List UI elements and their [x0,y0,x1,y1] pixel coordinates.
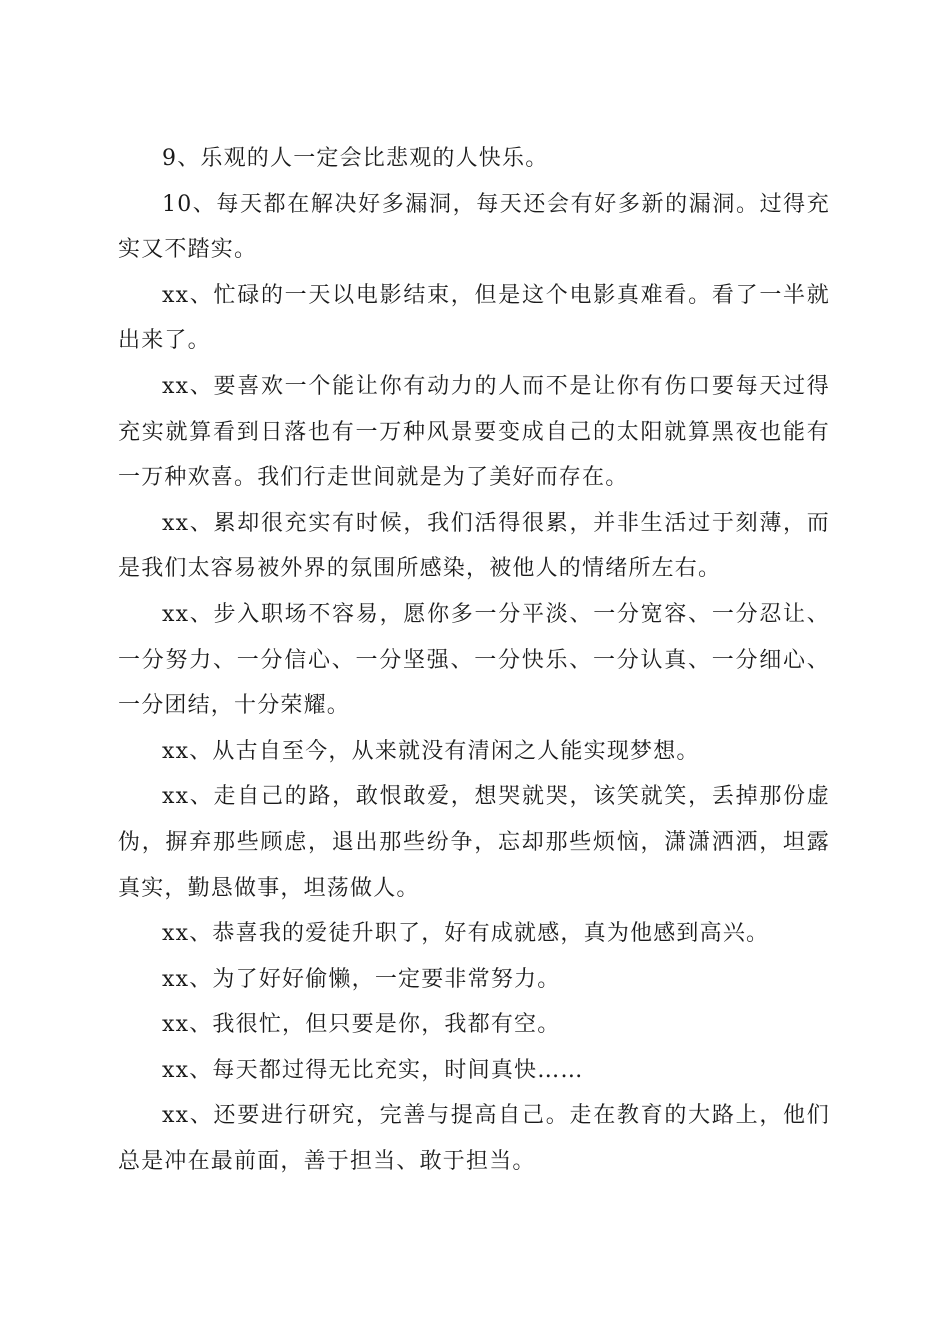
paragraph-5: xx、累却很充实有时候，我们活得很累，并非生活过于刻薄，而是我们太容易被外界的氛围所感染，被他人的情绪所左右。 [118,510,830,582]
paragraph-6: xx、步入职场不容易，愿你多一分平淡、一分宽容、一分忍让、一分努力、一分信心、一分坚强、一分快乐、一分认真、一分细心、一分团结，十分荣耀。 [118,601,830,719]
paragraph-4: xx、要喜欢一个能让你有动力的人而不是让你有伤口要每天过得充实就算看到日落也有一万种风景要变成自己的太阳就算黑夜也能有一万种欢喜。我们行走世间就是为了美好而存在。 [118,373,830,491]
paragraph-3: xx、忙碌的一天以电影结束，但是这个电影真难看。看了一半就出来了。 [118,282,830,354]
paragraph-11: xx、我很忙，但只要是你，我都有空。 [162,1012,561,1038]
paragraph-9: xx、恭喜我的爱徒升职了，好有成就感，真为他感到高兴。 [162,921,770,947]
paragraph-2: 10、每天都在解决好多漏洞，每天还会有好多新的漏洞。过得充实又不踏实。 [118,191,830,263]
paragraph-13: xx、还要进行研究，完善与提高自己。走在教育的大路上，他们总是冲在最前面，善于担当、敢于担当。 [118,1103,830,1175]
document-body [118,136,830,1185]
paragraph-7: xx、从古自至今，从来就没有清闲之人能实现梦想。 [162,738,700,764]
paragraph-10: xx、为了好好偷懒，一定要非常努力。 [162,966,561,992]
paragraph-1: 9、乐观的人一定会比悲观的人快乐。 [162,146,549,171]
paragraph-12: xx、每天都过得无比充实，时间真快…… [162,1057,584,1083]
paragraph-8: xx、走自己的路，敢恨敢爱，想哭就哭，该笑就笑，丢掉那份虚伪，摒弃那些顾虑，退出那些纷争，忘却那些烦恼，潇潇洒洒，坦露真实，勤恳做事，坦荡做人。 [118,784,830,901]
